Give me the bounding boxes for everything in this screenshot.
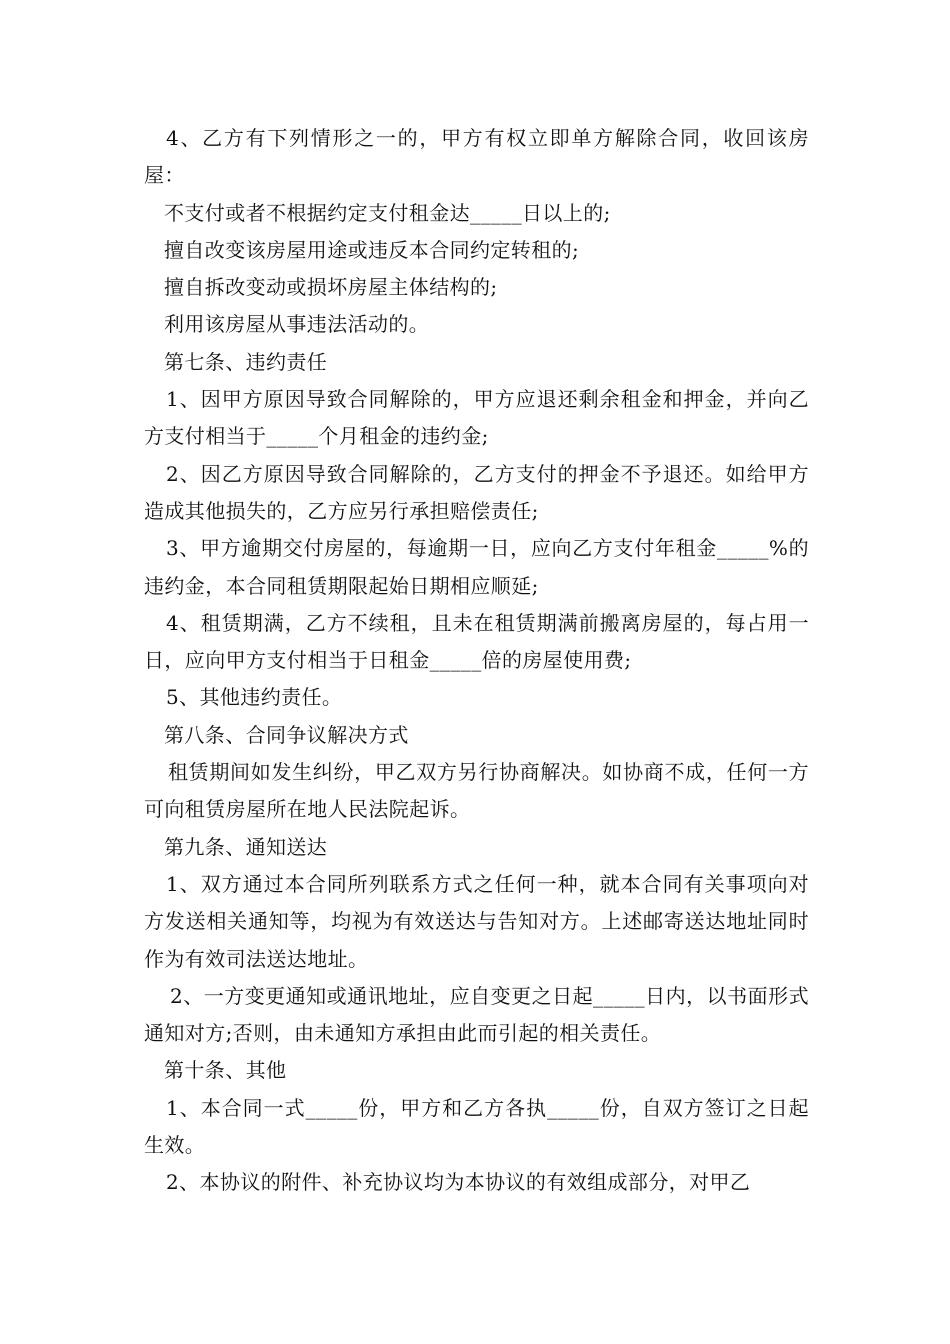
article-8-heading: 第八条、合同争议解决方式 (164, 722, 409, 747)
article-10-item-2: 2、本协议的附件、补充协议均为本协议的有效组成部分，对甲乙 (166, 1170, 751, 1195)
termination-item-unpaid-rent: 不支付或者不根据约定支付租金达_____日以上的; (164, 200, 611, 225)
termination-item-structure: 擅自拆改变动或损坏房屋主体结构的; (164, 275, 498, 300)
article-7-item-4: 4、租赁期满，乙方不续租，且未在租赁期满前搬离房屋的，每占用一日，应向甲方支付相当于日租金_____倍的房屋使用费; (144, 610, 809, 673)
article-9-item-2: 2、一方变更通知或通讯地址，应自变更之日起_____日内，以书面形式通知对方;否则，由未通知方承担由此而引起的相关责任。 (144, 983, 809, 1046)
article-7-item-5: 5、其他违约责任。 (166, 685, 343, 710)
termination-item-illegal-activity: 利用该房屋从事违法活动的。 (164, 312, 430, 337)
article-7-heading: 第七条、违约责任 (164, 349, 328, 374)
article-7-item-2: 2、因乙方原因导致合同解除的，乙方支付的押金不予退还。如给甲方造成其他损失的，乙方应另行承担赔偿责任; (144, 461, 809, 523)
article-10-item-1: 1、本合同一式_____份，甲方和乙方各执_____份，自双方签订之日起生效。 (144, 1095, 809, 1158)
article-9-item-1: 1、双方通过本合同所列联系方式之任何一种，就本合同有关事项向对方发送相关通知等，均视为有效送达与告知对方。上述邮寄送达地址同时作为有效司法送达地址。 (144, 871, 809, 971)
clause-4-termination-heading: 4、乙方有下列情形之一的，甲方有权立即单方解除合同，收回该房屋： (144, 126, 809, 188)
article-7-item-3: 3、甲方逾期交付房屋的，每逾期一日，应向乙方支付年租金_____%的违约金，本合同租赁期限起始日期相应顺延; (144, 536, 809, 598)
article-8-body: 租赁期间如发生纠纷，甲乙双方另行协商解决。如协商不成，任何一方可向租赁房屋所在地人民法院起诉。 (144, 760, 809, 822)
termination-item-change-use: 擅自改变该房屋用途或违反本合同约定转租的; (164, 237, 580, 262)
article-9-heading: 第九条、通知送达 (164, 834, 328, 859)
article-7-item-1: 1、因甲方原因导致合同解除的，甲方应退还剩余租金和押金，并向乙方支付相当于_____个月租金的违约金; (144, 387, 809, 449)
document-body (144, 120, 809, 1202)
article-10-heading: 第十条、其他 (164, 1058, 287, 1083)
